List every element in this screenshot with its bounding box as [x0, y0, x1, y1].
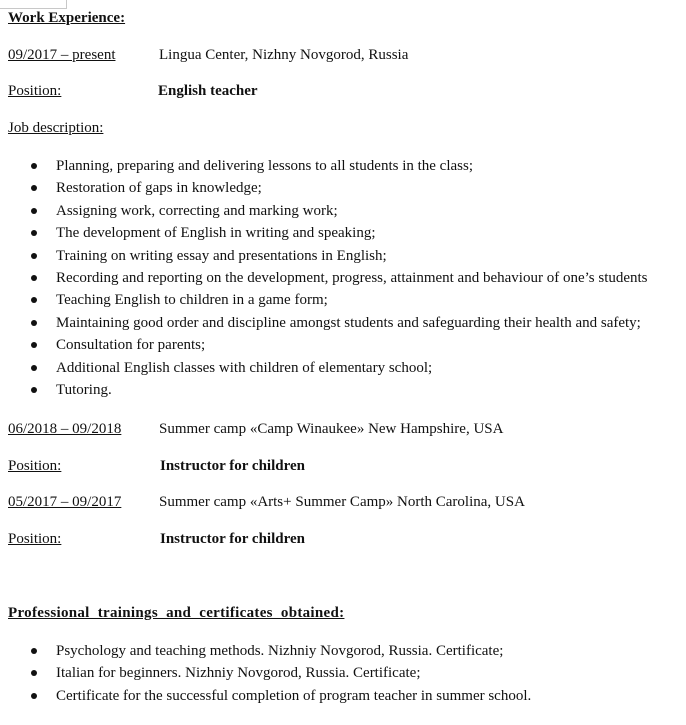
list-item: Planning, preparing and delivering lessons to all students in the class; — [0, 157, 648, 179]
job-1-place: Lingua Center, Nizhny Novgorod, Russia — [159, 47, 409, 63]
bullet-icon — [31, 670, 37, 676]
list-item: Psychology and teaching methods. Nizhniy Novgorod, Russia. Certificate; — [0, 642, 531, 664]
list-item: Consultation for parents; — [0, 336, 648, 358]
list-item: Additional English classes with children of elementary school; — [0, 359, 648, 381]
bullet-icon — [31, 163, 37, 169]
bullet-icon — [31, 320, 37, 326]
bullet-icon — [31, 275, 37, 281]
bullet-icon — [31, 230, 37, 236]
list-item: Italian for beginners. Nizhniy Novgorod, Russia. Certificate; — [0, 664, 531, 686]
list-item: Restoration of gaps in knowledge; — [0, 179, 648, 201]
bullet-icon — [31, 253, 37, 259]
list-item: Maintaining good order and discipline amongst students and safeguarding their health and safety; — [0, 314, 648, 336]
bullet-icon — [31, 648, 37, 654]
job-1-dates: 09/2017 – present — [8, 47, 116, 63]
job-description-label: Job description: — [8, 120, 104, 136]
job-3-position: Instructor for children — [160, 531, 305, 547]
bullet-icon — [31, 365, 37, 371]
list-item: Assigning work, correcting and marking work; — [0, 202, 648, 224]
list-item: Tutoring. — [0, 381, 648, 403]
bullet-icon — [31, 185, 37, 191]
job-2-position: Instructor for children — [160, 458, 305, 474]
bullet-icon — [31, 297, 37, 303]
bullet-icon — [31, 208, 37, 214]
list-item: Training on writing essay and presentations in English; — [0, 247, 648, 269]
duties-list — [0, 157, 648, 403]
list-item: The development of English in writing and speaking; — [0, 224, 648, 246]
list-item: Teaching English to children in a game form; — [0, 291, 648, 313]
job-3-place: Summer camp «Arts+ Summer Camp» North Carolina, USA — [159, 494, 525, 510]
bullet-icon — [31, 387, 37, 393]
work-experience-heading: Work Experience: — [8, 10, 126, 26]
list-item: Recording and reporting on the development, progress, attainment and behaviour of one’s students — [0, 269, 648, 291]
job-2-place: Summer camp «Camp Winaukee» New Hampshire, USA — [159, 421, 504, 437]
bullet-icon — [31, 693, 37, 699]
trainings-heading: Professional trainings and certificates obtained: — [8, 605, 345, 621]
page-corner-mark — [0, 0, 67, 9]
job-3-dates: 05/2017 – 09/2017 — [8, 494, 122, 510]
job-2-position-label: Position: — [8, 458, 62, 474]
job-1-position-label: Position: — [8, 83, 62, 99]
list-item: Certificate for the successful completion of program teacher in summer school. — [0, 687, 531, 709]
job-1-position: English teacher — [158, 83, 258, 99]
bullet-icon — [31, 342, 37, 348]
job-2-dates: 06/2018 – 09/2018 — [8, 421, 122, 437]
job-3-position-label: Position: — [8, 531, 62, 547]
trainings-list — [0, 642, 531, 709]
